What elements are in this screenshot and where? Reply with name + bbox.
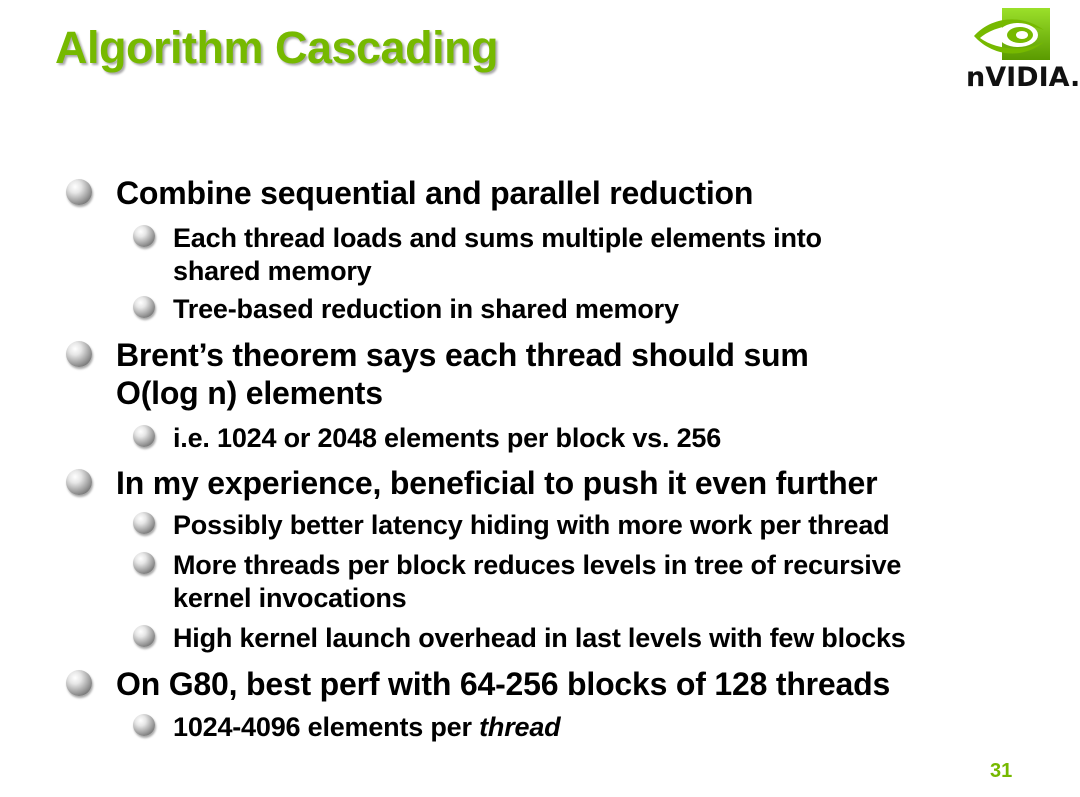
- bullet-text: More threads per block reduces levels in tree of recursive kernel invocations: [173, 550, 902, 613]
- bullet-text: i.e. 1024 or 2048 elements per block vs. 256: [173, 423, 722, 453]
- bullet-item: [66, 336, 809, 412]
- bullet-text: Combine sequential and parallel reduction: [116, 175, 754, 211]
- bullet-ball-icon: [133, 296, 155, 318]
- bullet-ball-icon: [133, 425, 155, 447]
- bullet-item: [66, 665, 890, 703]
- sub-bullet-item: [133, 509, 889, 542]
- bullet-text: Each thread loads and sums multiple elements into shared memory: [173, 223, 822, 286]
- bullet-ball-icon: [133, 225, 155, 247]
- bullet-ball-icon: [133, 552, 155, 574]
- bullet-ball-icon: [133, 714, 155, 736]
- sub-bullet-item: [133, 549, 901, 615]
- nvidia-wordmark: nVIDIA.: [966, 62, 1080, 93]
- bullet-ball-icon: [66, 179, 92, 205]
- sub-bullet-item: [133, 293, 679, 326]
- bullet-text: Brent’s theorem says each thread should sum O(log n) elements: [116, 337, 809, 411]
- sub-bullet-item: [133, 622, 906, 655]
- bullet-text: On G80, best perf with 64-256 blocks of 128 threads: [116, 666, 891, 702]
- emphasis-text: thread: [479, 712, 561, 742]
- bullet-text: Possibly better latency hiding with more work per thread: [173, 510, 890, 540]
- bullet-text: Tree-based reduction in shared memory: [173, 294, 679, 324]
- sub-bullet-item: [133, 422, 721, 455]
- page-number: 31: [990, 760, 1013, 782]
- bullet-ball-icon: [66, 341, 92, 367]
- bullet-item: [66, 464, 877, 502]
- bullet-item: [66, 174, 753, 212]
- bullet-ball-icon: [133, 625, 155, 647]
- sub-bullet-item: [133, 222, 822, 288]
- bullet-ball-icon: [133, 512, 155, 534]
- bullet-text: 1024-4096 elements per thread: [173, 712, 561, 742]
- bullet-ball-icon: [66, 670, 92, 696]
- sub-bullet-item: [133, 711, 560, 744]
- slide-title: Algorithm Cascading: [55, 22, 499, 73]
- bullet-text: In my experience, beneficial to push it even further: [116, 465, 878, 501]
- bullet-ball-icon: [66, 469, 92, 495]
- bullet-text: High kernel launch overhead in last levels with few blocks: [173, 623, 906, 653]
